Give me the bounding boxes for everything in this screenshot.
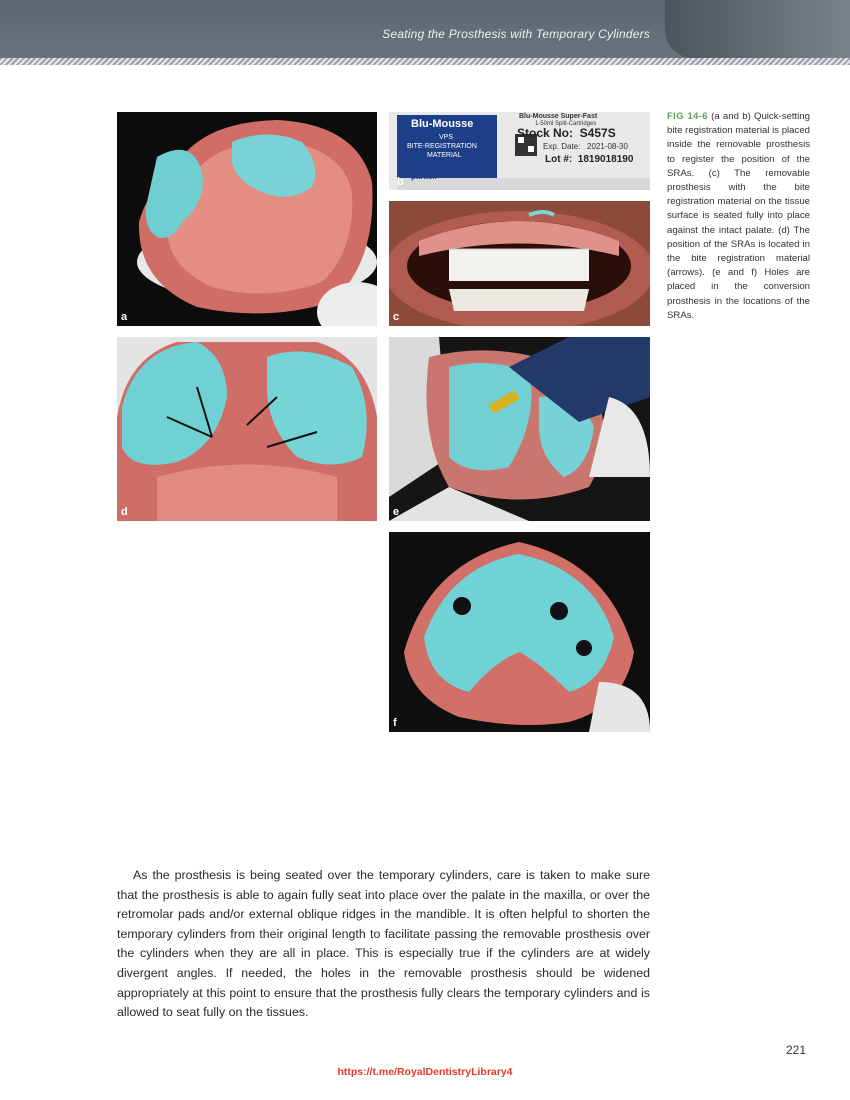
product-lot: Lot #: 1819018190 [545, 154, 634, 165]
page-header [0, 0, 850, 60]
product-brand: Blu-Mousse [411, 118, 474, 130]
product-maker: parkell [411, 172, 437, 181]
footer-link[interactable]: https://t.me/RoyalDentistryLibrary4 [337, 1066, 513, 1078]
panel-label: c [393, 311, 400, 323]
product-type-line2: BITE-REGISTRATION [407, 143, 477, 150]
page-number: 221 [786, 1043, 807, 1057]
panel-label: e [393, 506, 400, 518]
panel-label: b [397, 176, 404, 188]
panel-label: f [393, 717, 397, 729]
header-decoration [665, 0, 850, 58]
panel-f-photo [389, 532, 650, 732]
caption-text: (a and b) Quick-setting bite registration material is placed inside the removable prosthesis to register the position of the SRAs. (c) The removable prosthesis with the bite registration material on the tissue surface is seated fully into place against the intact palate. (d) The position of the SRAs is located in the bite registration material (arrows). (e and f) Holes are placed in the conversion prosthesis in the locations of the SRAs. [667, 111, 810, 321]
figure-label: FIG 14-6 [667, 111, 708, 122]
panel-a-photo [117, 112, 377, 326]
product-type-line3: MATERIAL [427, 152, 462, 159]
figure-panel-c [389, 201, 650, 326]
figure-panel-f [389, 532, 650, 732]
product-exp: Exp. Date: 2021-08-30 [543, 142, 628, 151]
product-type-line1: VPS [439, 134, 454, 141]
header-stripe [0, 58, 850, 65]
panel-label: d [121, 506, 128, 518]
figure-panel-a [117, 112, 377, 326]
product-title-line: Blu-Mousse Super-Fast [519, 113, 598, 120]
figure-panel-d [117, 337, 377, 521]
figure-panel-e [389, 337, 650, 521]
product-subtitle-line: 1-50ml Split-Cartridges [535, 121, 597, 127]
panel-d-photo [117, 337, 377, 521]
panel-c-photo [389, 201, 650, 326]
figure-panel-b [389, 112, 650, 190]
panel-e-photo [389, 337, 650, 521]
body-paragraph: As the prosthesis is being seated over the temporary cylinders, care is taken to make sure that the prosthesis is able to again fully seat into place over the palate in the maxilla, or over the retromolar pads and/or external oblique ridges in the mandible. It is often helpful to shorten the temporary cylinders from their original length to facilitate passing the removable prosthesis over the cylinders when they are all in place. This is especially true if the cylinders are at widely divergent angles. If needed, the holes in the removable prosthesis should be widened appropriately at this point to ensure that the prosthesis fully clears the temporary cylinders and is allowed to seat fully on the tissues. [117, 868, 650, 1020]
running-head-title: Seating the Prosthesis with Temporary Cylinders [382, 27, 650, 41]
panel-label: a [121, 311, 128, 323]
figure-caption [667, 110, 810, 323]
product-stock: Stock No: S457S [517, 126, 616, 140]
